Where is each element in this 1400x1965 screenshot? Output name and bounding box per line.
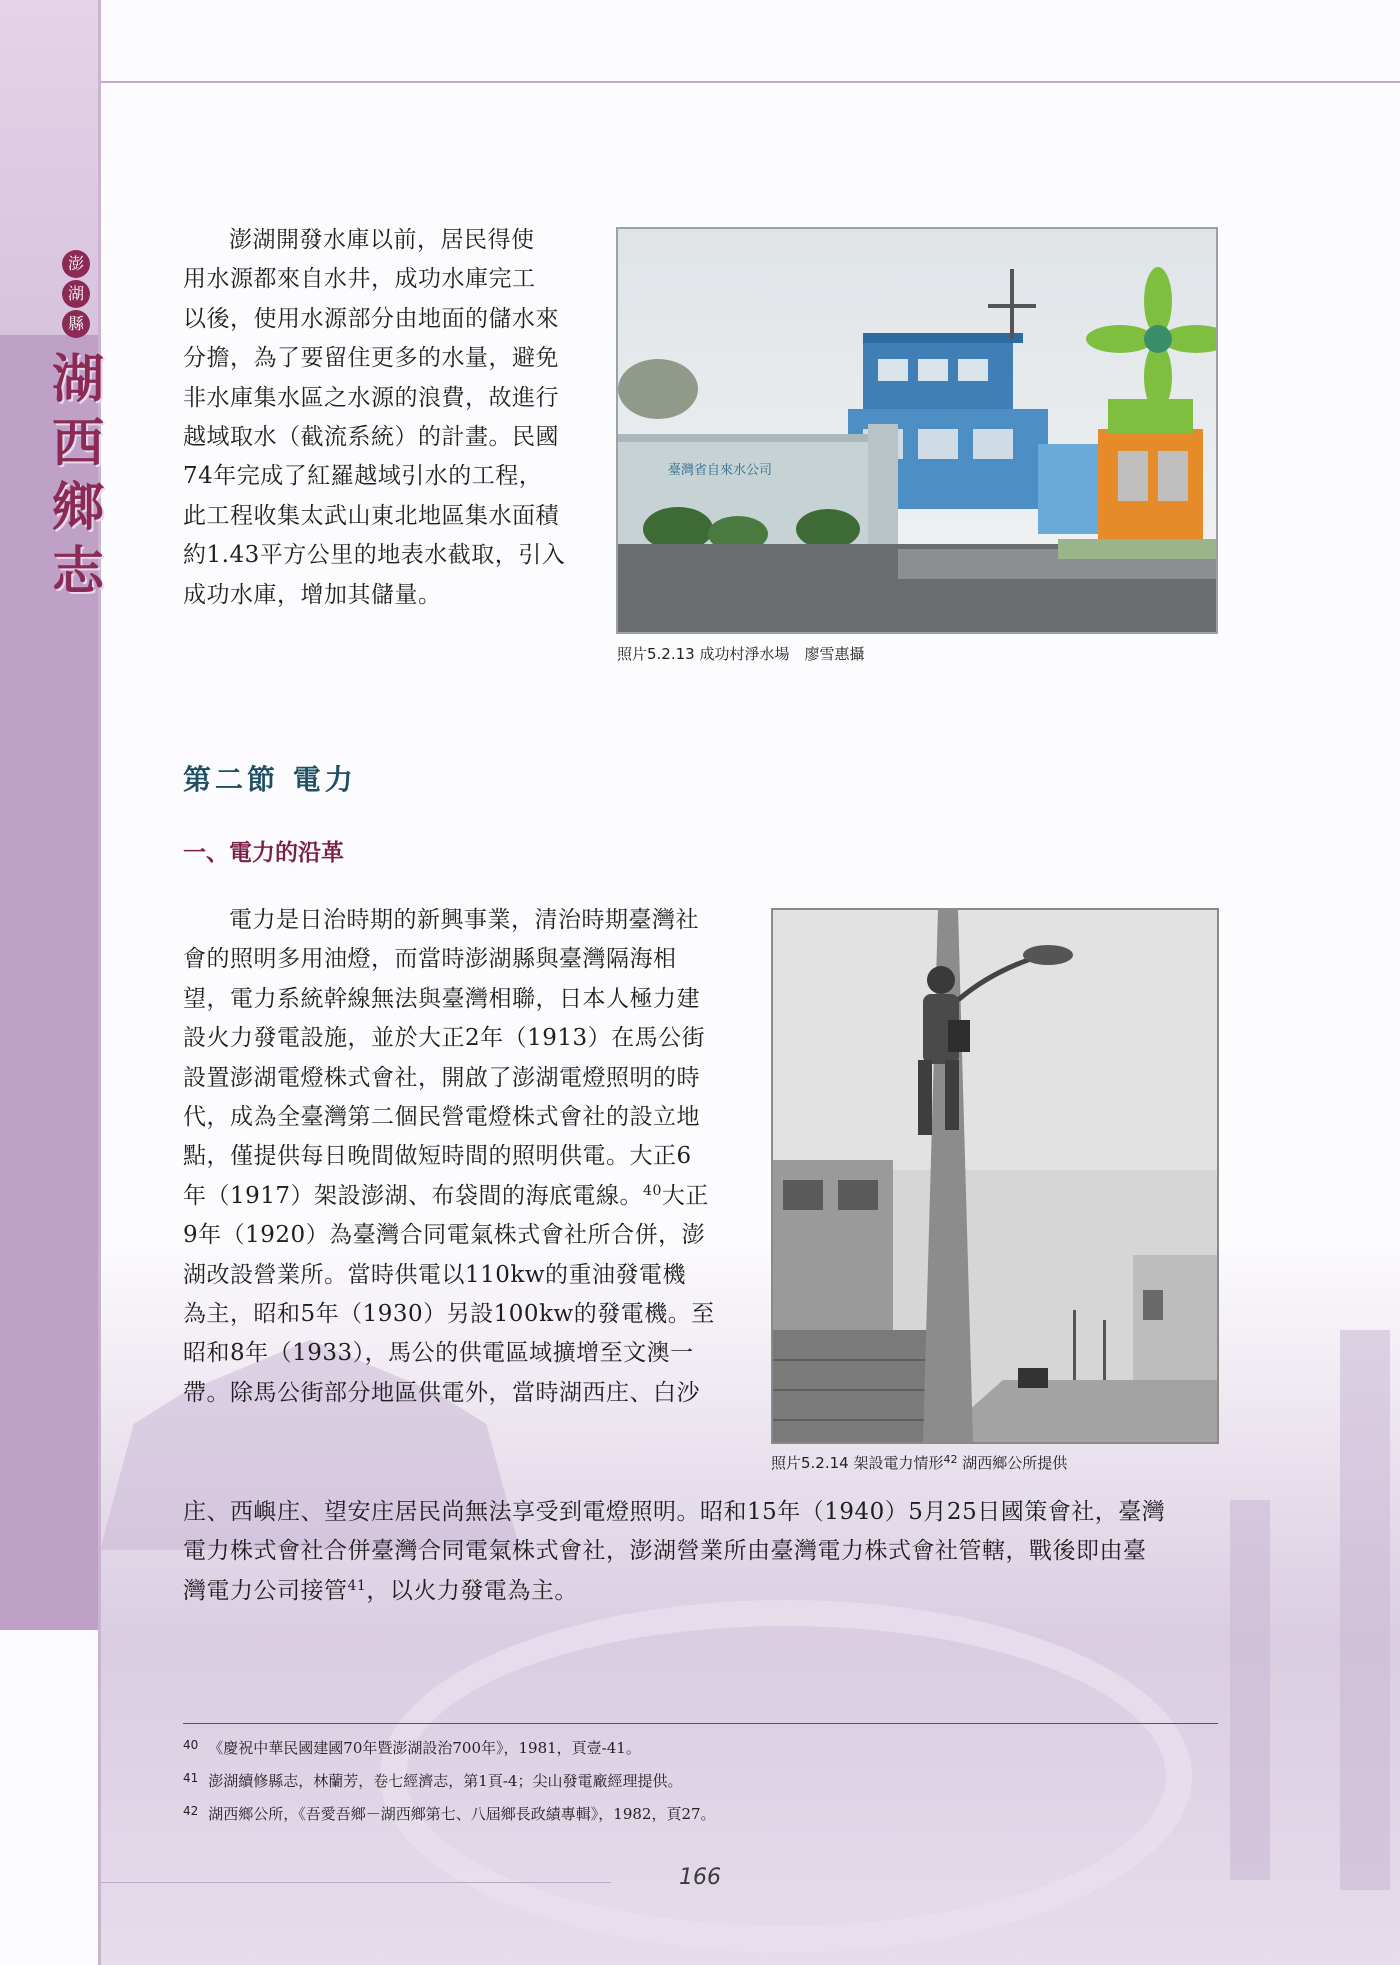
- county-char: 縣: [62, 310, 90, 338]
- water-plant-illustration: [618, 229, 1216, 632]
- footnote-ref[interactable]: 42: [943, 1453, 958, 1466]
- subsection-title: 一、電力的沿革: [183, 840, 344, 866]
- text-line: 代，成為全臺灣第二個民營電燈株式會社的設立地: [183, 1104, 700, 1131]
- electricity-paragraph-continued: [183, 1493, 1223, 1611]
- text-line: 帶。除馬公街部分地區供電外，當時湖西庄、白沙: [183, 1379, 700, 1406]
- page-number: 166: [679, 1865, 721, 1890]
- book-title: [48, 348, 108, 604]
- photo-water-plant: [616, 227, 1218, 634]
- intro-paragraph: [183, 221, 588, 615]
- text-line: 為主，昭和5年（1930）另設100kw的發電機。至: [183, 1301, 715, 1328]
- footnote-ref[interactable]: 40: [643, 1182, 662, 1199]
- electricity-paragraph: [183, 901, 743, 1413]
- county-char: 湖: [62, 280, 90, 308]
- text-line: 非水庫集水區之水源的浪費，故進行: [183, 384, 559, 411]
- footnote-rule: [183, 1723, 1218, 1724]
- text-line: 此工程收集太武山東北地區集水面積: [183, 502, 559, 529]
- text-line: 約1.43平方公里的地表水截取，引入: [183, 542, 566, 569]
- text-run: 大正: [661, 1182, 709, 1209]
- background-pillar: [1230, 1500, 1270, 1880]
- footnote: [183, 1796, 1223, 1829]
- text-line: 湖改設營業所。當時供電以110kw的重油發電機: [183, 1261, 687, 1288]
- power-pole-illustration: [773, 910, 1217, 1442]
- text-line: [183, 1572, 1223, 1611]
- county-label: [60, 250, 92, 338]
- text-line: 以後，使用水源部分由地面的儲水來: [183, 305, 559, 332]
- footnotes: [183, 1730, 1223, 1829]
- text-line: 成功水庫，增加其儲量。: [183, 581, 442, 608]
- text-line: 9年（1920）為臺灣合同電氣株式會社所合併，澎: [183, 1222, 706, 1249]
- photo2-caption: [771, 1452, 1067, 1473]
- sidebar-edge-line: [98, 0, 101, 1965]
- text-line: 設置澎湖電燈株式會社，開啟了澎湖電燈照明的時: [183, 1064, 700, 1091]
- text-line: [183, 1177, 743, 1216]
- footnote: [183, 1763, 1223, 1796]
- footnote-ref[interactable]: 41: [347, 1577, 367, 1594]
- book-title-char: 鄉: [51, 477, 104, 538]
- section-title: 第二節 電力: [183, 763, 357, 796]
- footnote-text: 《慶祝中華民國建國70年暨澎湖設治700年》，1981，頁壹-41。: [208, 1739, 641, 1757]
- text-line: 點，僅提供每日晚間做短時間的照明供電。大正6: [183, 1143, 692, 1170]
- footnote-text: 澎湖續修縣志，林蘭芳，卷七經濟志，第1頁-4；尖山發電廠經理提供。: [208, 1772, 683, 1790]
- text-line: 74年完成了紅羅越域引水的工程，: [183, 463, 543, 490]
- footnote-text: 湖西鄉公所，《吾愛吾鄉－湖西鄉第七、八屆鄉長政績專輯》，1982，頁27。: [208, 1805, 716, 1823]
- footnote-number: 41: [183, 1771, 199, 1785]
- footnote-number: 40: [183, 1738, 199, 1752]
- book-title-char: 西: [51, 413, 104, 474]
- book-title-char: 志: [51, 541, 104, 602]
- text-line: 昭和8年（1933），馬公的供電區域擴增至文澳一: [183, 1340, 694, 1367]
- county-char: 澎: [62, 250, 90, 278]
- text-line: 越域取水（截流系統）的計畫。民國: [183, 424, 559, 451]
- caption-text: 湖西鄉公所提供: [957, 1454, 1068, 1472]
- text-line: 設火力發電設施，並於大正2年（1913）在馬公街: [183, 1025, 706, 1052]
- text-line: 電力株式會社合併臺灣合同電氣株式會社，澎湖營業所由臺灣電力株式會社管轄，戰後即由臺: [183, 1538, 1147, 1565]
- photo-power-pole: [771, 908, 1219, 1444]
- text-line: 望，電力系統幹線無法與臺灣相聯，日本人極力建: [183, 985, 700, 1012]
- background-pillar: [1340, 1330, 1390, 1890]
- text-line: 會的照明多用油燈，而當時澎湖縣與臺灣隔海相: [183, 946, 677, 973]
- sign-text: 臺灣省自來水公司: [668, 463, 773, 478]
- text-line: 用水源都來自水井，成功水庫完工: [183, 266, 536, 293]
- text-line: 庄、西嶼庄、望安庄居民尚無法享受到電燈照明。昭和15年（1940）5月25日國策會社，臺灣: [183, 1499, 1166, 1525]
- text-line: 分擔，為了要留住更多的水量，避免: [183, 345, 559, 372]
- book-title-char: 湖: [51, 349, 104, 410]
- text-run: 年（1917）架設澎湖、布袋間的海底電線。: [183, 1182, 644, 1209]
- text-run: ，以火力發電為主。: [366, 1577, 578, 1604]
- photo1-caption: 照片5.2.13 成功村淨水場 廖雪惠攝: [617, 645, 865, 663]
- footnote: [183, 1730, 1223, 1763]
- text-line: 電力是日治時期的新興事業，清治時期臺灣社: [229, 907, 699, 933]
- header-rule: [101, 81, 1400, 83]
- caption-text: 照片5.2.14 架設電力情形: [771, 1454, 944, 1472]
- text-run: 灣電力公司接管: [183, 1577, 348, 1604]
- text-line: 澎湖開發水庫以前，居民得使: [229, 227, 535, 253]
- footnote-number: 42: [183, 1804, 199, 1818]
